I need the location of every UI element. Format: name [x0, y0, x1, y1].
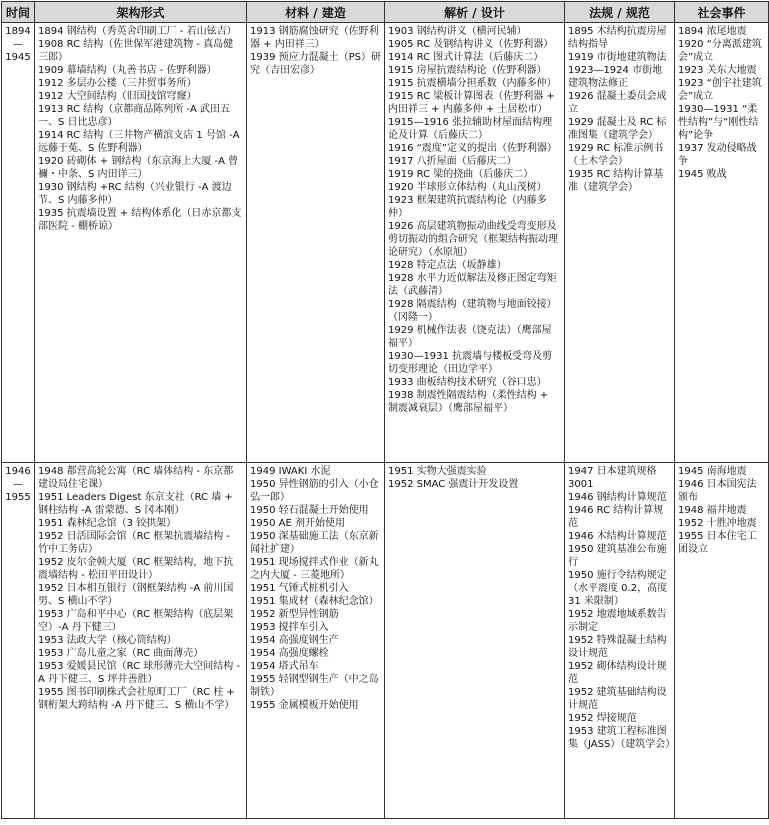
timeline-entry: 1953 爱媛县民馆（RC 球形薄壳大空间结构 -A 丹下健三、S 坪井善胜） [38, 661, 241, 685]
events-cell [675, 23, 769, 463]
timeline-entry: 1946 木结构计算规范 [568, 531, 667, 542]
timeline-entry: 1914 RC 结构（三井物产横滨支店 1 号馆 -A 远藤于菟、S 佐野利器） [38, 130, 240, 154]
timeline-entry: 1950 AE 剂开始使用 [250, 518, 345, 529]
timeline-entry: 1952 日活国际会馆（RC 框架抗震墙结构 - 竹中工务店） [38, 531, 231, 555]
timeline-entry: 1948 都营高轮公寓（RC 墙体结构 - 东京都建设局住宅课） [38, 466, 234, 490]
timeline-entry: 1945 南海地震 [678, 466, 747, 477]
period-text: 1945 [5, 52, 31, 63]
timeline-entry: 1929 RC 标准示例书（土木学会） [568, 143, 664, 167]
period-cell [2, 463, 35, 819]
timeline-entry: 1894 钢结构（秀英舍印刷工厂 - 若山铉吉） [38, 26, 237, 37]
timeline-entry: 1928 特定点法（坂静雄） [388, 260, 507, 271]
timeline-entry: 1929 机械作法表（饶克法）（鹰部屋福平） [388, 325, 552, 349]
timeline-entry: 1949 IWAKI 水泥 [250, 466, 331, 477]
timeline-entry: 1895 木结构抗震房屋结构指导 [568, 26, 667, 50]
timeline-entry: 1951 Leaders Digest 东京支社（RC 墙 + 钢柱结构 -A 雷蒙德、S 冈本刚） [38, 492, 233, 516]
timeline-entry: 1950 深基础施工法（东京新闻社扩建） [250, 531, 379, 555]
header-regulations: 法规 / 规范 [565, 2, 675, 23]
timeline-entry: 1926 混凝土委员会成立 [568, 91, 667, 115]
analysis-cell [385, 463, 565, 819]
timeline-entry: 1912 大空间结构（旧国技馆穹窿） [38, 91, 197, 102]
timeline-entry: 1955 轻钢型钢生产（中之岛制铁） [250, 674, 379, 698]
materials-cell [247, 463, 385, 819]
header-events: 社会事件 [675, 2, 769, 23]
timeline-entry: 1951 集成材（森林纪念馆） [250, 596, 379, 607]
timeline-entry: 1946 RC 结构计算规范 [568, 505, 664, 529]
timeline-entry: 1912 多层办公楼（三井贸事务所） [38, 78, 197, 89]
timeline-entry: 1952 十胜冲地震 [678, 518, 757, 529]
events-cell [675, 463, 769, 819]
header-analysis: 解析 / 设计 [385, 2, 565, 23]
timeline-entry: 1945 败战 [678, 169, 727, 180]
period-text: 1946 [5, 466, 31, 477]
timeline-entry: 1923 框架建筑抗震结构论（内藤多仲） [388, 195, 547, 219]
timeline-entry: 1923 关东大地震 [678, 65, 757, 76]
header-row [2, 2, 769, 23]
period-text: — [13, 39, 23, 50]
timeline-entry: 1935 RC 结构计算基准（建筑学会） [568, 169, 664, 193]
architecture-cell [35, 23, 247, 463]
header-materials: 材料 / 建造 [247, 2, 385, 23]
timeline-entry: 1919 市街地建筑物法 [568, 52, 667, 63]
timeline-entry: 1915 RC 梁板计算图表（佐野利器 + 内田祥三 + 内藤多仲 + 土居松市） [388, 91, 555, 115]
timeline-entry: 1915—1916 张拉辅助材屋面结构理论及计算（后藤庆二） [388, 117, 553, 141]
materials-cell [247, 23, 385, 463]
timeline-entry: 1953 法政大学（核心筒结构） [38, 635, 177, 646]
timeline-entry: 1951 实物大强震实验 [388, 466, 487, 477]
timeline-entry: 1928 水平力近似解法及修正图定弯矩法（武藤清） [388, 273, 557, 297]
timeline-entry: 1946 日本国宪法颁布 [678, 479, 757, 503]
header-architecture: 架构形式 [35, 2, 247, 23]
timeline-entry: 1908 RC 结构（佐世保军港建筑物 - 真岛健三郎） [38, 39, 234, 63]
timeline-entry: 1950 异性钢筋的引入（小仓弘一郎） [250, 479, 379, 503]
timeline-entry: 1950 轻石混凝土开始使用 [250, 505, 369, 516]
timeline-entry: 1946 钢结构计算规范 [568, 492, 667, 503]
timeline-entry: 1952 特殊混凝土结构设计规范 [568, 635, 667, 659]
regulations-cell [565, 463, 675, 819]
timeline-entry: 1953 广岛儿童之家（RC 曲面薄壳） [38, 648, 204, 659]
timeline-entry: 1938 制震性隔震结构（柔性结构 + 制震减衰层）（鹰部屋福平） [388, 390, 549, 414]
timeline-entry: 1952 地震地域系数告示制定 [568, 609, 667, 633]
timeline-entry: 1929 混凝土及 RC 标准图集（建筑学会） [568, 117, 667, 141]
regulations-cell [565, 23, 675, 463]
timeline-entry: 1920 “分离派建筑会”成立 [678, 39, 762, 63]
timeline-entry: 1947 日本建筑规格 3001 [568, 466, 657, 490]
timeline-entry: 1954 高强度钢生产 [250, 635, 339, 646]
timeline-entry: 1952 建筑基础结构设计规范 [568, 687, 667, 711]
period-text: 1955 [5, 492, 31, 503]
timeline-entry: 1951 气锤式桩机引入 [250, 583, 349, 594]
timeline-entry: 1955 图书印刷株式会社原町工厂（RC 柱 + 钢桁架大跨结构 -A 丹下健三、S 横山不学） [38, 687, 235, 711]
timeline-entry: 1913 钢筋腐蚀研究（佐野利器 + 内田祥三） [250, 26, 379, 50]
timeline-entry: 1952 砌体结构设计规范 [568, 661, 667, 685]
timeline-entry: 1915 抗震横墙分担系数（内藤多仲） [388, 78, 557, 89]
period-cell [2, 23, 35, 463]
timeline-entry: 1930—1931 抗震墙与楼板受弯及剪切变形理论（田边学平） [388, 351, 553, 375]
timeline-entry: 1935 抗震墙设置 + 结构体系化（日赤京都支部医院 - 棚桥谅） [38, 208, 242, 232]
timeline-entry: 1948 福井地震 [678, 505, 747, 516]
timeline-entry: 1952 日本相互银行（钢框架结构 -A 前川国男、S 横山不学） [38, 583, 234, 607]
timeline-entry: 1951 森林纪念馆（3 铰拱架） [38, 518, 177, 529]
timeline-entry: 1952 新型异性钢筋 [250, 609, 339, 620]
timeline-entry: 1926 高层建筑物振动曲线受弯变形及剪切振动的组合研究（框架结构振动理论研究）（水原旭） [388, 221, 558, 258]
timeline-entry: 1913 RC 结构（京都商品陈列所 -A 武田五一、S 日比忠彦） [38, 104, 231, 128]
period-text: 1894 [5, 26, 31, 37]
timeline-entry: 1920 砖砌体 + 钢结构（东京海上大厦 -A 曾禰・中条、S 内田详三） [38, 156, 239, 180]
timeline-entry: 1952 焊接规范 [568, 713, 637, 724]
timeline-entry: 1952 SMAC 强震计开发设置 [388, 479, 519, 490]
timeline-entry: 1954 塔式吊车 [250, 661, 319, 672]
architecture-cell [35, 463, 247, 819]
timeline-entry: 1950 施行令结构规定（水平震度 0.2，高度 31 米限制） [568, 570, 668, 607]
timeline-entry: 1950 建筑基准公布施行 [568, 544, 667, 568]
timeline-entry: 1930—1931 “柔性结构”与“刚性结构”论争 [678, 104, 759, 141]
table-row [2, 463, 769, 819]
timeline-entry: 1930 钢结构 +RC 结构（兴业银行 -A 渡边节、S 内藤多仲） [38, 182, 232, 206]
timeline-entry: 1955 金属模板开始使用 [250, 700, 359, 711]
timeline-entry: 1914 RC 图式计算法（后藤庆二） [388, 52, 544, 63]
timeline-entry: 1951 现场搅拌式作业（新丸之内大厦 - 三菱地所） [250, 557, 379, 581]
timeline-entry: 1894 浓尾地震 [678, 26, 747, 37]
timeline-entry: 1909 幕墙结构（丸善书店 - 佐野利器） [38, 65, 217, 76]
history-table [1, 1, 769, 819]
table-row [2, 23, 769, 463]
timeline-entry: 1917 八折屋面（后藤庆二） [388, 156, 517, 167]
timeline-entry: 1928 隔震结构（建筑物与地面铰接）（冈隆一） [388, 299, 557, 323]
timeline-entry: 1919 RC 梁的挠曲（后藤庆二） [388, 169, 534, 180]
timeline-entry: 1939 预应力混凝土（PS）研究（吉田宏彦） [250, 52, 382, 76]
timeline-entry: 1953 广岛和平中心（RC 框架结构（底层架空）-A 丹下健三） [38, 609, 234, 633]
timeline-entry: 1953 搅拌车引入 [250, 622, 329, 633]
timeline-entry: 1923 “创宇社建筑会”成立 [678, 78, 762, 102]
timeline-entry: 1916 “震度”定义的提出（佐野利器） [388, 143, 557, 154]
timeline-entry: 1923—1924 市街地建筑物法修正 [568, 65, 663, 89]
timeline-entry: 1937 发动侵略战争 [678, 143, 757, 167]
timeline-entry: 1905 RC 及钢结构讲义（佐野利器） [388, 39, 554, 50]
timeline-entry: 1920 半球形立体结构（丸山茂树） [388, 182, 547, 193]
timeline-entry: 1933 曲板结构技术研究（谷口忠） [388, 377, 547, 388]
period-text: — [13, 479, 23, 490]
timeline-entry: 1952 皮尔金顿大厦（RC 框架结构，地下抗震墙结构 - 松田平田设计） [38, 557, 234, 581]
timeline-entry: 1915 房屋抗震结构论（佐野利器） [388, 65, 547, 76]
timeline-entry: 1955 日本住宅工团设立 [678, 531, 757, 555]
timeline-entry: 1954 高强度螺栓 [250, 648, 329, 659]
header-period: 时间 [2, 2, 35, 23]
timeline-entry: 1903 钢结构讲义（横河民辅） [388, 26, 527, 37]
timeline-entry: 1953 建筑工程标准图集（JASS）（建筑学会） [568, 726, 676, 750]
analysis-cell [385, 23, 565, 463]
